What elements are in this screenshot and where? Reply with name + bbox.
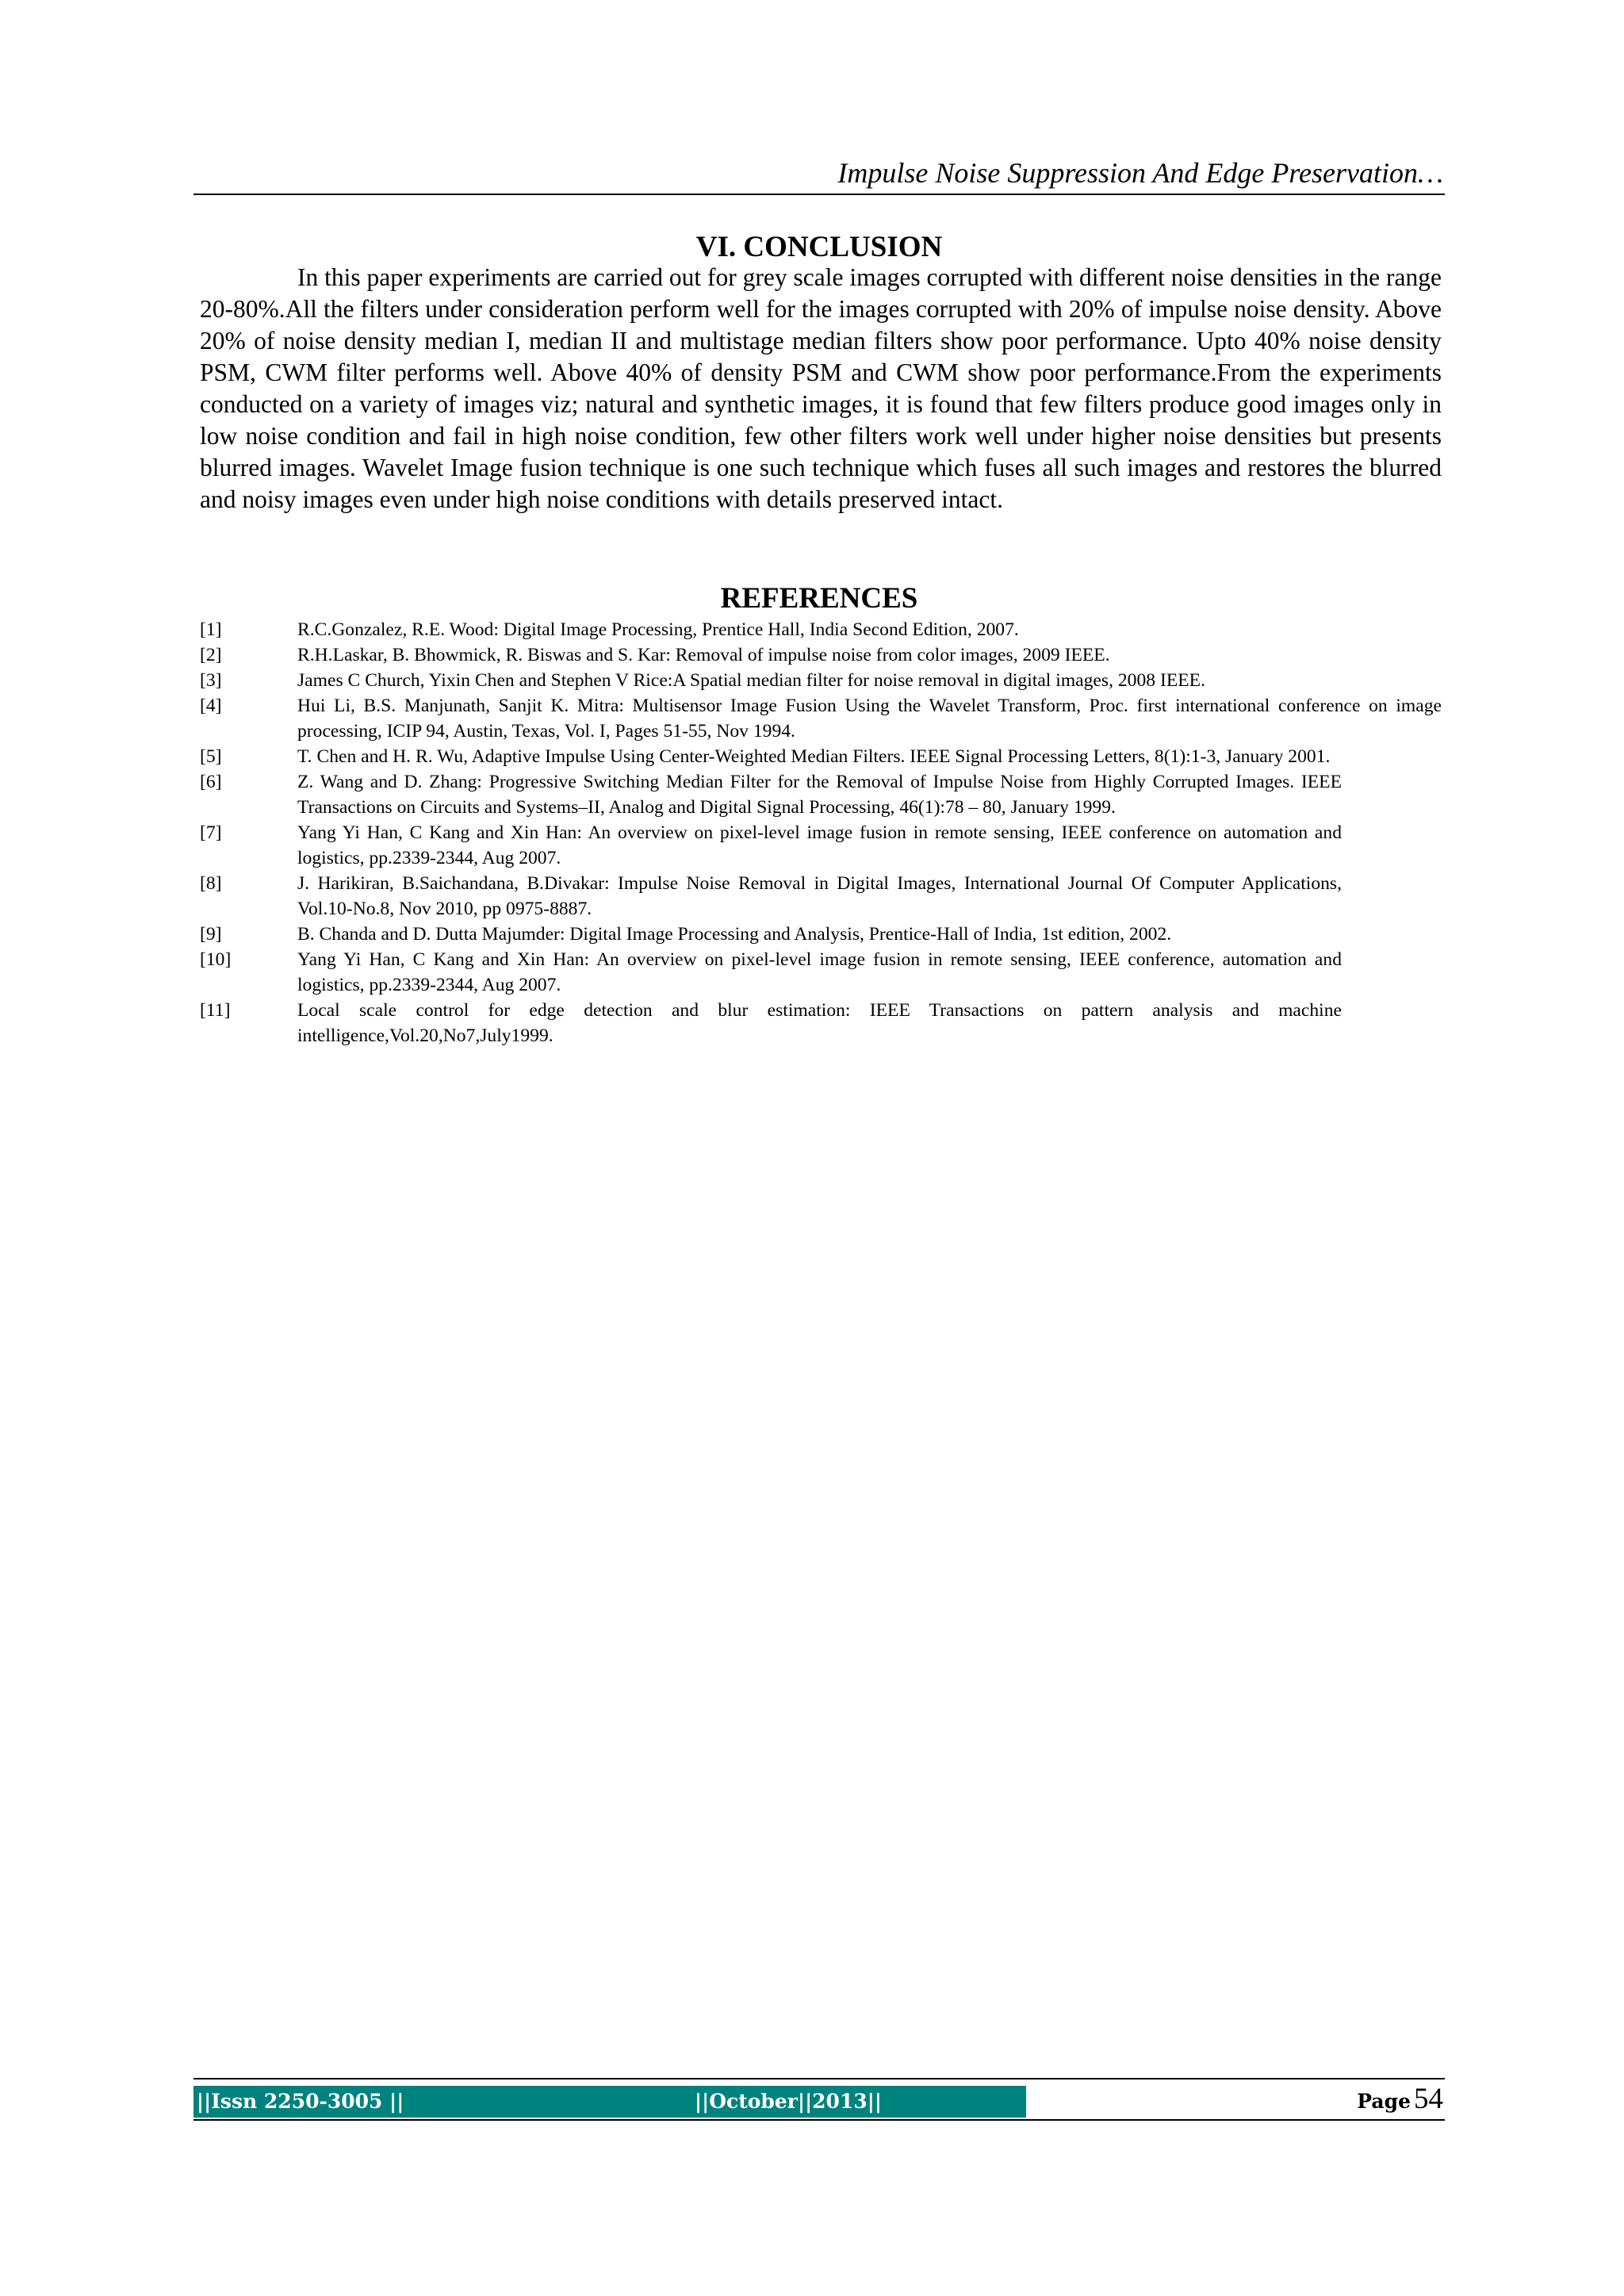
- reference-item: [200, 998, 1342, 1048]
- reference-number: [3]: [200, 670, 222, 691]
- reference-item: [200, 642, 1442, 668]
- reference-item: [200, 871, 1342, 922]
- footer-divider-top: [193, 2078, 1445, 2079]
- reference-number: [5]: [200, 746, 222, 767]
- reference-number: [7]: [200, 822, 222, 843]
- reference-item: [200, 744, 1342, 769]
- header-divider: [193, 194, 1445, 195]
- reference-item: [200, 668, 1442, 693]
- reference-text: Z. Wang and D. Zhang: Progressive Switching Median Filter for the Removal of Impulse Noise from Highly Corrupted Images. IEEE Transactions on Circuits and Systems–II, Analog and Digital Signal Processing, 46(1):78 – 80, January 1999.: [297, 772, 1342, 818]
- reference-number: [4]: [200, 696, 222, 716]
- reference-number: [2]: [200, 645, 222, 665]
- references-heading: REFERENCES: [720, 582, 918, 615]
- reference-number: [10]: [200, 949, 232, 970]
- running-header: Impulse Noise Suppression And Edge Preservation…: [837, 157, 1443, 189]
- reference-item: [200, 820, 1342, 871]
- reference-text: Yang Yi Han, C Kang and Xin Han: An overview on pixel-level image fusion in remote sensing, IEEE conference on automation and logistics, pp.2339-2344, Aug 2007.: [297, 822, 1342, 868]
- reference-text: J. Harikiran, B.Saichandana, B.Divakar: Impulse Noise Removal in Digital Images, International Journal Of Computer Applications, Vol.10-No.8, Nov 2010, pp 0975-8887.: [297, 873, 1342, 919]
- reference-number: [9]: [200, 924, 222, 945]
- reference-text: Yang Yi Han, C Kang and Xin Han: An overview on pixel-level image fusion in remote sensing, IEEE conference, automation and logistics, pp.2339-2344, Aug 2007.: [297, 949, 1342, 995]
- page-label: Page: [1357, 2090, 1411, 2113]
- reference-text: T. Chen and H. R. Wu, Adaptive Impulse Using Center-Weighted Median Filters. IEEE Signal Processing Letters, 8(1):1-3, January 2001.: [297, 746, 1331, 767]
- conclusion-heading: VI. CONCLUSION: [695, 231, 943, 263]
- reference-item: [200, 947, 1342, 998]
- footer-date: ||October||2013||: [695, 2090, 882, 2113]
- reference-number: [6]: [200, 772, 222, 792]
- reference-text: Local scale control for edge detection and blur estimation: IEEE Transactions on pattern analysis and machine intelligence,Vol.20,No7,July1999.: [297, 1000, 1342, 1046]
- reference-item: [200, 922, 1342, 947]
- reference-text: James C Church, Yixin Chen and Stephen V Rice:A Spatial median filter for noise removal in digital images, 2008 IEEE.: [297, 670, 1205, 691]
- reference-text: B. Chanda and D. Dutta Majumder: Digital Image Processing and Analysis, Prentice-Hall of India, 1st edition, 2002.: [297, 924, 1172, 945]
- reference-item: [200, 617, 1442, 642]
- footer-divider-bottom: [193, 2119, 1445, 2121]
- reference-number: [1]: [200, 619, 222, 640]
- reference-number: [8]: [200, 873, 222, 894]
- reference-text: R.C.Gonzalez, R.E. Wood: Digital Image Processing, Prentice Hall, India Second Edition, 2007.: [297, 619, 1019, 640]
- reference-item: [200, 769, 1342, 820]
- footer-issn: ||Issn 2250-3005 ||: [197, 2090, 404, 2113]
- page-number: 54: [1414, 2083, 1443, 2115]
- reference-text: R.H.Laskar, B. Bhowmick, R. Biswas and S. Kar: Removal of impulse noise from color images, 2009 IEEE.: [297, 645, 1110, 665]
- footer-page: [1285, 2082, 1443, 2122]
- reference-number: [11]: [200, 1000, 231, 1021]
- conclusion-paragraph: In this paper experiments are carried out for grey scale images corrupted with different noise densities in the range 20-80%.All the filters under consideration perform well for the images corrupted with 20% of impulse noise density. Above 20% of noise density median I, median II and multistage median filters show poor performance. Upto 40% noise density PSM, CWM filter performs well. Above 40% of density PSM and CWM show poor performance.From the experiments conducted on a variety of images viz; natural and synthetic images, it is found that few filters produce good images only in low noise condition and fail in high noise condition, few other filters work well under higher noise densities but presents blurred images. Wavelet Image fusion technique is one such technique which fuses all such images and restores the blurred and noisy images even under high noise conditions with details preserved intact.: [200, 263, 1442, 513]
- reference-text: Hui Li, B.S. Manjunath, Sanjit K. Mitra: Multisensor Image Fusion Using the Wavelet Transform, Proc. first international conference on image processing, ICIP 94, Austin, Texas, Vol. I, Pages 51-55, Nov 1994.: [297, 696, 1442, 742]
- references-list: [200, 617, 1442, 1048]
- reference-item: [200, 693, 1442, 744]
